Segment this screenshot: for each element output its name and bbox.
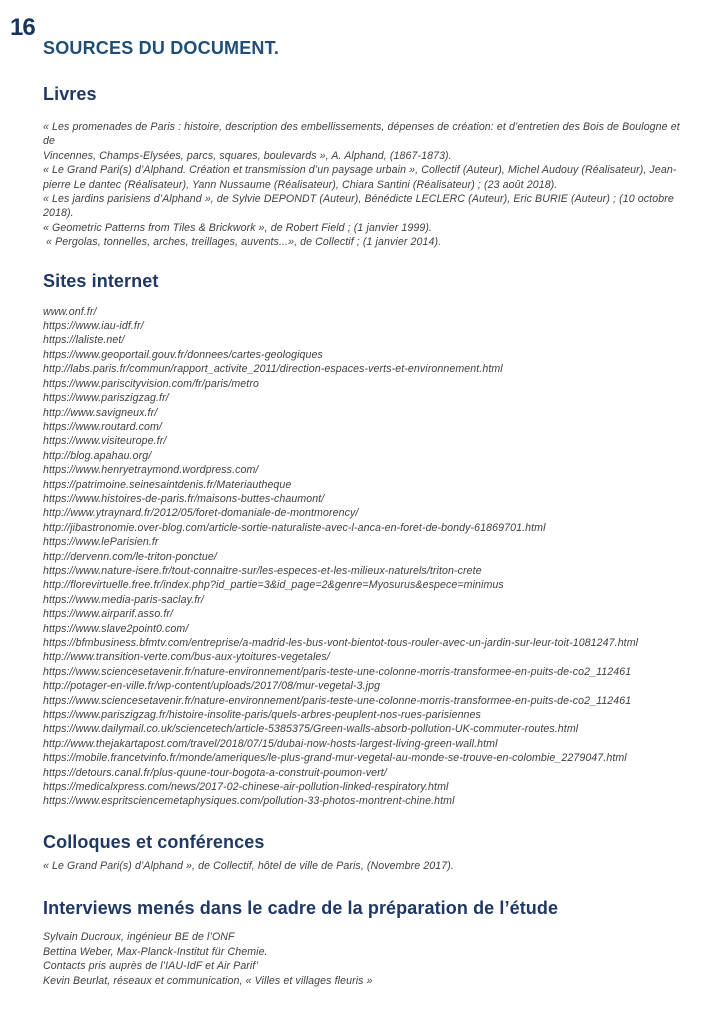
url-line: https://laliste.net/ [43,334,125,347]
book-reference-line: « Le Grand Pari(s) d’Alphand. Création et transmission d’un paysage urbain », Collectif (Auteur), Michel Audouy (Réalisateur), Jean- [43,164,677,177]
interview-line: Bettina Weber, Max-Planck-Institut für Chemie. [43,945,268,958]
url-line: https://www.sciencesetavenir.fr/nature-environnement/paris-teste-une-colonne-morris-transformee-en-puits-de-co2_112461 [43,694,632,707]
colloques-list [43,859,685,873]
url-line: https://www.leParisien.fr [43,536,159,549]
section-sites-internet [43,271,685,809]
url-line: https://www.geoportail.gouv.fr/donnees/cartes-geologiques [43,348,323,361]
url-line: http://labs.paris.fr/commun/rapport_activite_2011/direction-espaces-verts-et-environnement.html [43,363,503,376]
page-title: SOURCES DU DOCUMENT. [43,38,280,58]
url-line: http://www.thejakartapost.com/travel/2018/07/15/dubai-now-hosts-largest-living-green-wall.html [43,737,498,750]
url-line: https://www.pariszigzag.fr/ [43,392,169,405]
url-line: https://www.sciencesetavenir.fr/nature-environnement/paris-teste-une-colonne-morris-transformee-en-puits-de-co2_112461 [43,665,632,678]
url-line: https://www.nature-isere.fr/tout-connaitre-sur/les-especes-et-les-milieux-naturels/triton-crete [43,564,482,577]
book-reference-line: « Les promenades de Paris : histoire, description des embellissements, dépenses de création: et d’entretien des Bois de Boulogne et de [43,121,683,148]
url-line: https://www.henryetraymond.wordpress.com/ [43,464,259,477]
url-line: https://www.airparif.asso.fr/ [43,608,174,621]
url-line: http://www.transition-verte.com/bus-aux-ytoitures-vegetales/ [43,651,330,664]
interviews-heading: Interviews menés dans le cadre de la préparation de l’étude [43,898,559,919]
url-line: https://www.media-paris-saclay.fr/ [43,593,204,606]
url-line: https://patrimoine.seinesaintdenis.fr/Materiautheque [43,478,292,491]
book-reference-line: « Pergolas, tonnelles, arches, treillages, auvents...», de Collectif ; (1 janvier 2014). [43,236,442,249]
url-line: https://www.iau-idf.fr/ [43,320,144,333]
url-line: https://www.pariszigzag.fr/histoire-insolite-paris/quels-arbres-peuplent-nos-rues-parisiennes [43,709,481,722]
book-reference-line: Vincennes, Champs-Elysées, parcs, squares, boulevards », A. Alphand, (1867-1873). [43,149,452,162]
interview-line: Kevin Beurlat, réseaux et communication, « Villes et villages fleuris » [43,974,373,987]
book-reference-line: « Les jardins parisiens d’Alphand », de Sylvie DEPONDT (Auteur), Bénédicte LECLERC (Auteur), Eric BURIE (Auteur) ; (10 octobre 2018). [43,193,677,220]
livres-list [43,120,685,250]
url-line: http://dervenn.com/le-triton-ponctue/ [43,550,217,563]
book-reference-line: pierre Le dantec (Réalisateur), Yann Nussaume (Réalisateur), Chiara Santini (Réalisateur) ; (23 août 2018). [43,178,558,191]
colloques-heading: Colloques et conférences [43,831,265,852]
url-line: https://www.pariscityvision.com/fr/paris/metro [43,377,259,390]
interview-line: Contacts pris auprès de l’IAU-IdF et Air Parif’ [43,960,259,973]
url-line: https://bfmbusiness.bfmtv.com/entreprise/a-madrid-les-bus-vont-bientot-tous-rouler-avec-un-jardin-sur-leur-toit-1081247.html [43,637,639,649]
url-line: https://www.slave2point0.com/ [43,622,189,635]
url-line: https://detours.canal.fr/plus-quune-tour-bogota-a-construit-poumon-vert/ [43,766,387,779]
colloque-reference-line: « Le Grand Pari(s) d’Alphand », de Collectif, hôtel de ville de Paris, (Novembre 2017). [43,859,454,872]
page-content [43,0,685,988]
url-line: http://jibastronomie.over-blog.com/article-sortie-naturaliste-avec-l-anca-en-foret-de-bondy-61869701.html [43,521,546,534]
section-colloques [43,832,685,873]
url-line: http://potager-en-ville.fr/wp-content/uploads/2017/08/mur-vegetal-3.jpg [43,680,381,693]
interviews-list [43,930,685,988]
url-list [43,305,685,809]
url-line: https://mobile.francetvinfo.fr/monde/ameriques/le-plus-grand-mur-vegetal-au-monde-se-trouve-en-colombie_2279047.html [43,752,627,765]
url-line: www.onf.fr/ [43,305,97,318]
url-line: http://florevirtuelle.free.fr/index.php?id_partie=3&id_page=2&genre=Myosurus&espece=minimus [43,579,504,592]
url-line: http://www.ytraynard.fr/2012/05/foret-domaniale-de-montmorency/ [43,507,359,520]
url-line: https://medicalxpress.com/news/2017-02-chinese-air-pollution-linked-respiratory.html [43,781,449,794]
book-reference-line: « Geometric Patterns from Tiles & Brickwork », de Robert Field ; (1 janvier 1999). [43,221,433,234]
url-line: https://www.routard.com/ [43,420,162,433]
section-interviews [43,898,685,988]
url-line: https://www.espritsciencemetaphysiques.com/pollution-33-photos-montrent-chine.html [43,795,455,808]
url-line: http://www.savigneux.fr/ [43,406,158,419]
url-line: http://blog.apahau.org/ [43,449,152,462]
livres-heading: Livres [43,84,97,104]
url-line: https://www.visiteurope.fr/ [43,435,167,448]
url-line: https://www.dailymail.co.uk/sciencetech/article-5385375/Green-walls-absorb-pollution-UK-commuter-routes.html [43,723,579,736]
section-livres [43,84,685,250]
page-number: 16 [10,14,35,41]
sites-internet-heading: Sites internet [43,270,159,291]
interview-line: Sylvain Ducroux, ingénieur BE de l’ONF [43,931,235,944]
url-line: https://www.histoires-de-paris.fr/maisons-buttes-chaumont/ [43,492,325,505]
